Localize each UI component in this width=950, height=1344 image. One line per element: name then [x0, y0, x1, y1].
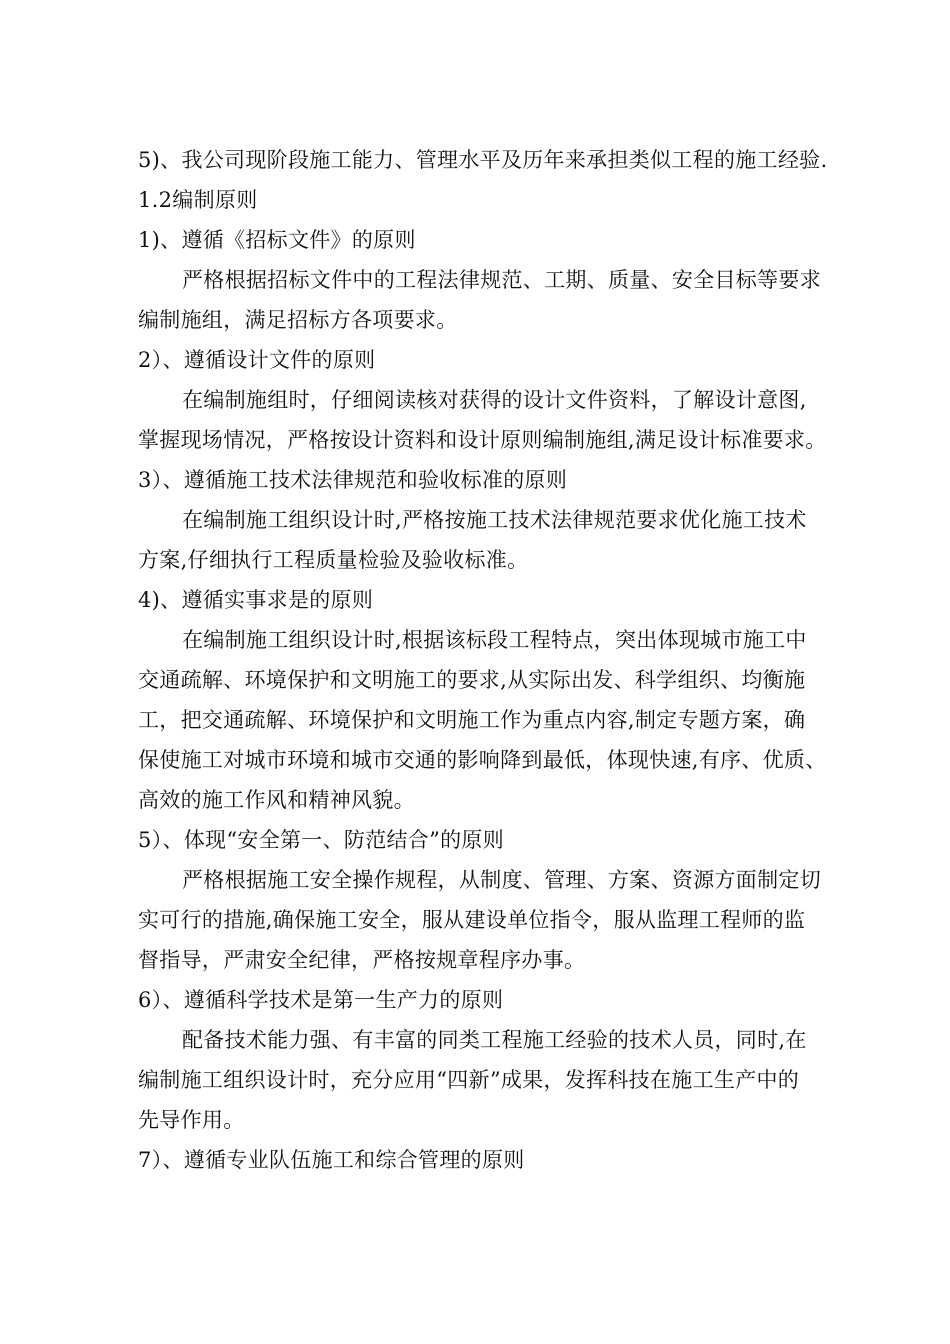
item-heading: 3）、遵循施工技术法律规范和验收标准的原则 — [138, 468, 568, 492]
paragraph-line: 在编制施工组织设计时,严格按施工技术法律规范要求优化施工技术 — [182, 508, 807, 532]
paragraph-line: 督指导，严肃安全纪律，严格按规章程序办事。 — [138, 948, 586, 972]
paragraph-line: 方案,仔细执行工程质量检验及验收标准。 — [138, 548, 529, 572]
document-body — [138, 140, 878, 1180]
paragraph-line: 保使施工对城市环境和城市交通的影响降到最低，体现快速,有序、优质、 — [138, 748, 827, 772]
paragraph-line: 配备技术能力强、有丰富的同类工程施工经验的技术人员，同时,在 — [182, 1028, 807, 1052]
paragraph-line: 交通疏解、环境保护和文明施工的要求,从实际出发、科学组织、均衡施 — [138, 668, 806, 692]
item-heading: 4)、遵循实事求是的原则 — [138, 588, 374, 612]
text-line: 5)、我公司现阶段施工能力、管理水平及历年来承担类似工程的施工经验. — [138, 148, 828, 172]
paragraph-line: 严格根据招标文件中的工程法律规范、工期、质量、安全目标等要求 — [182, 268, 821, 292]
item-heading: 7）、遵循专业队伍施工和综合管理的原则 — [138, 1148, 525, 1172]
paragraph-line: 先导作用。 — [138, 1108, 245, 1132]
paragraph-line: 严格根据施工安全操作规程，从制度、管理、方案、资源方面制定切 — [182, 868, 821, 892]
paragraph-line: 在编制施组时，仔细阅读核对获得的设计文件资料，了解设计意图, — [182, 388, 807, 412]
item-heading: 6）、遵循科学技术是第一生产力的原则 — [138, 988, 504, 1012]
paragraph-line: 实可行的措施,确保施工安全，服从建设单位指令，服从监理工程师的监 — [138, 908, 806, 932]
paragraph-line: 在编制施工组织设计时,根据该标段工程特点，突出体现城市施工中 — [182, 628, 807, 652]
item-heading: 5）、体现“安全第一、防范结合”的原则 — [138, 828, 505, 852]
paragraph-line: 掌握现场情况，严格按设计资料和设计原则编制施组,满足设计标准要求。 — [138, 428, 827, 452]
paragraph-line: 工，把交通疏解、环境保护和文明施工作为重点内容,制定专题方案，确 — [138, 708, 806, 732]
paragraph-line: 高效的施工作风和精神风貌。 — [138, 788, 415, 812]
item-heading: 1)、遵循《招标文件》的原则 — [138, 228, 416, 252]
paragraph-line: 编制施工组织设计时，充分应用“四新”成果，发挥科技在施工生产中的 — [138, 1068, 800, 1092]
paragraph-line: 编制施组，满足招标方各项要求。 — [138, 308, 458, 332]
section-heading: 1.2编制原则 — [138, 188, 258, 212]
item-heading: 2）、遵循设计文件的原则 — [138, 348, 376, 372]
